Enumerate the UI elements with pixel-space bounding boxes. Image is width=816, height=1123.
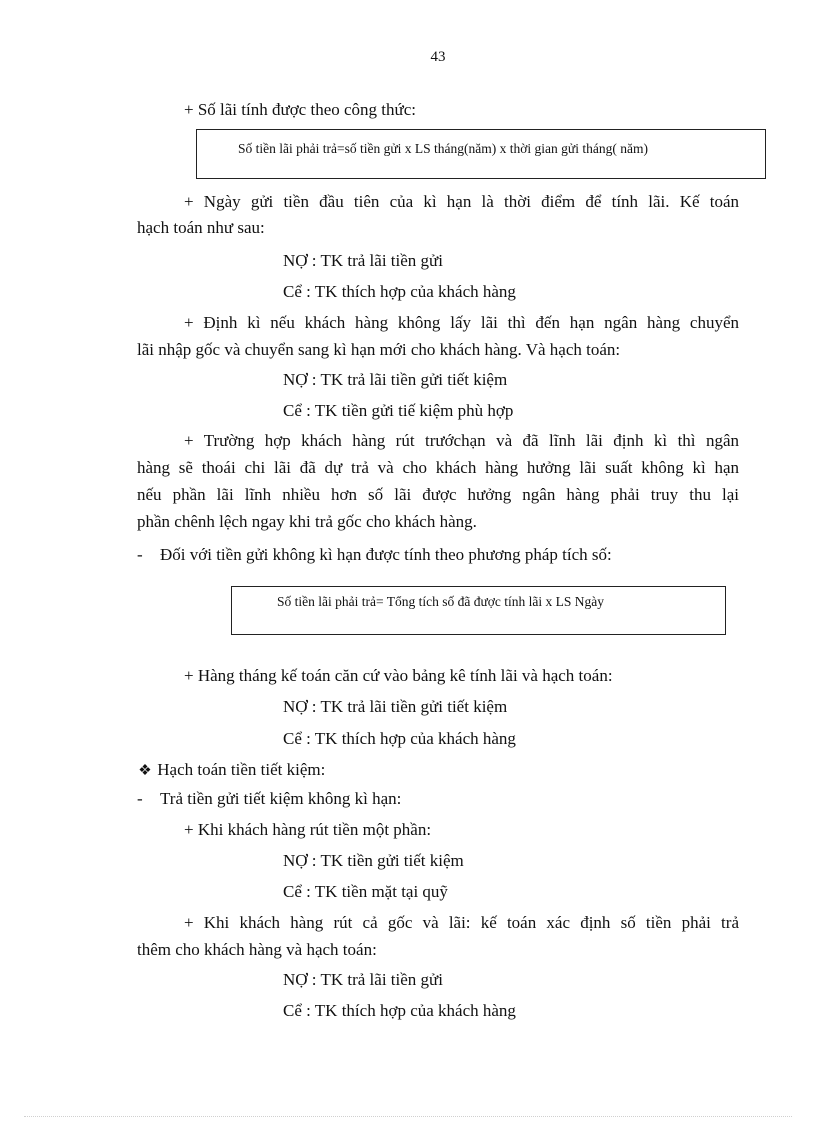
section-heading-text: Hạch toán tiền tiết kiệm:: [157, 760, 326, 779]
paragraph-line: hạch toán như sau:: [137, 218, 265, 237]
paragraph-line: + Khi khách hàng rút tiền một phần:: [184, 820, 432, 839]
journal-entry-debit: NỢ : TK trả lãi tiền gửi tiết kiệm: [283, 697, 508, 716]
page-bottom-rule: [24, 1116, 792, 1117]
diamond-bullet-icon: ❖: [138, 763, 152, 779]
paragraph-line: + Ngày gửi tiền đầu tiên của kì hạn là thời điểm để tính lãi. Kế toán: [184, 192, 739, 211]
paragraph-line: + Trường hợp khách hàng rút trướchạn và đã lĩnh lãi định kì thì ngân: [184, 431, 739, 450]
paragraph-line: + Số lãi tính được theo công thức:: [184, 100, 416, 119]
dash-bullet: -: [137, 789, 143, 808]
formula-text-2: Số tiền lãi phải trả= Tổng tích số đã được tính lãi x LS Ngày: [277, 594, 605, 609]
journal-entry-credit: Cể : TK thích hợp của khách hàng: [283, 282, 516, 301]
journal-entry-credit: Cể : TK tiền mặt tại quỹ: [283, 882, 448, 901]
journal-entry-credit: Cể : TK thích hợp của khách hàng: [283, 1001, 516, 1020]
list-item: Đối với tiền gửi không kì hạn được tính theo phương pháp tích số:: [160, 545, 612, 564]
dash-bullet: -: [137, 545, 143, 564]
journal-entry-debit: NỢ : TK trả lãi tiền gửi tiết kiệm: [283, 370, 508, 389]
list-item: Trả tiền gửi tiết kiệm không kì hạn:: [160, 789, 402, 808]
page-number: 43: [430, 49, 446, 65]
journal-entry-credit: Cể : TK thích hợp của khách hàng: [283, 729, 516, 748]
journal-entry-debit: NỢ : TK trả lãi tiền gửi: [283, 251, 443, 270]
paragraph-line: lãi nhập gốc và chuyển sang kì hạn mới cho khách hàng. Và hạch toán:: [137, 340, 621, 359]
formula-text-1: Số tiền lãi phải trả=số tiền gửi x LS tháng(năm) x thời gian gửi tháng( năm): [238, 141, 648, 156]
paragraph-line: thêm cho khách hàng và hạch toán:: [137, 940, 377, 959]
paragraph-line: + Hàng tháng kế toán căn cứ vào bảng kê tính lãi và hạch toán:: [184, 666, 613, 685]
paragraph-line: phần chênh lệch ngay khi trả gốc cho khách hàng.: [137, 512, 477, 531]
paragraph-line: nếu phần lãi lĩnh nhiều hơn số lãi được hưởng ngân hàng phải truy thu lại: [137, 485, 739, 504]
journal-entry-debit: NỢ : TK trả lãi tiền gửi: [283, 970, 443, 989]
journal-entry-credit: Cể : TK tiền gửi tiế kiệm phù hợp: [283, 401, 514, 420]
section-heading: [137, 760, 325, 780]
paragraph-line: hàng sẽ thoái chi lãi đã dự trả và cho khách hàng hưởng lãi suất không kì hạn: [137, 458, 739, 477]
paragraph-line: + Khi khách hàng rút cả gốc và lãi: kế toán xác định số tiền phải trả: [184, 913, 739, 932]
paragraph-line: + Định kì nếu khách hàng không lấy lãi thì đến hạn ngân hàng chuyển: [184, 313, 739, 332]
journal-entry-debit: NỢ : TK tiền gửi tiết kiệm: [283, 851, 464, 870]
